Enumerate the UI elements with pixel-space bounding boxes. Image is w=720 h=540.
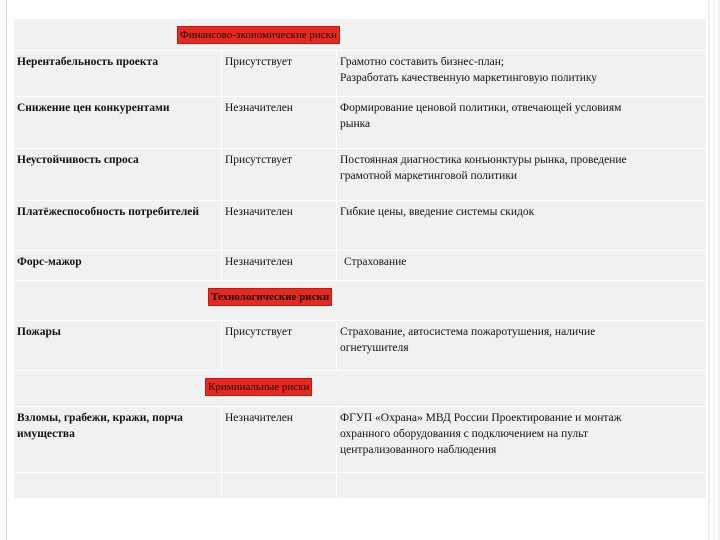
risk-level: Незначителен — [222, 201, 337, 251]
risk-measures: Грамотно составить бизнес-план; Разработать качественную маркетинговую политику — [337, 51, 707, 97]
table-row — [14, 407, 707, 473]
risk-name: Пожары — [14, 321, 222, 371]
slide-edge-decoration — [705, 0, 720, 540]
risk-table — [13, 18, 707, 499]
risk-measures: ФГУП «Охрана» МВД России Проектирование и монтаж охранного оборудования с подключением на пульт централизованного наблюдения — [337, 407, 707, 473]
risk-name: Взломы, грабежи, кражи, порча имущества — [14, 407, 222, 473]
risk-measures: Страхование — [337, 251, 707, 281]
table-row — [14, 201, 707, 251]
risk-measures: Формирование ценовой политики, отвечающей условиям рынка — [337, 97, 707, 149]
table-row — [14, 97, 707, 149]
section-title: Технологические риски — [208, 288, 332, 306]
section-title: Криминальные риски — [205, 378, 312, 396]
risk-level: Незначителен — [222, 251, 337, 281]
risk-level: Присутствует — [222, 149, 337, 201]
section-header-financial — [14, 19, 707, 51]
table-row-empty — [14, 473, 707, 499]
risk-name: Нерентабельность проекта — [14, 51, 222, 97]
section-header-criminal — [14, 371, 707, 407]
risk-level: Присутствует — [222, 51, 337, 97]
table-row — [14, 149, 707, 201]
risk-measures: Гибкие цены, введение системы скидок — [337, 201, 707, 251]
risk-level: Незначителен — [222, 97, 337, 149]
risk-name: Неустойчивость спроса — [14, 149, 222, 201]
risk-level: Незначителен — [222, 407, 337, 473]
risk-name: Снижение цен конкурентами — [14, 97, 222, 149]
table-row — [14, 51, 707, 97]
risk-level: Присутствует — [222, 321, 337, 371]
risk-name: Форс-мажор — [14, 251, 222, 281]
risk-name: Платёжеспособность потребителей — [14, 201, 222, 251]
risk-measures: Постоянная диагностика конъюнктуры рынка, проведение грамотной маркетинговой политики — [337, 149, 707, 201]
section-header-technological — [14, 281, 707, 321]
risk-measures: Страхование, автосистема пожаротушения, наличие огнетушителя — [337, 321, 707, 371]
section-title: Финансово-экономические риски — [177, 26, 340, 44]
table-row — [14, 251, 707, 281]
table-row — [14, 321, 707, 371]
